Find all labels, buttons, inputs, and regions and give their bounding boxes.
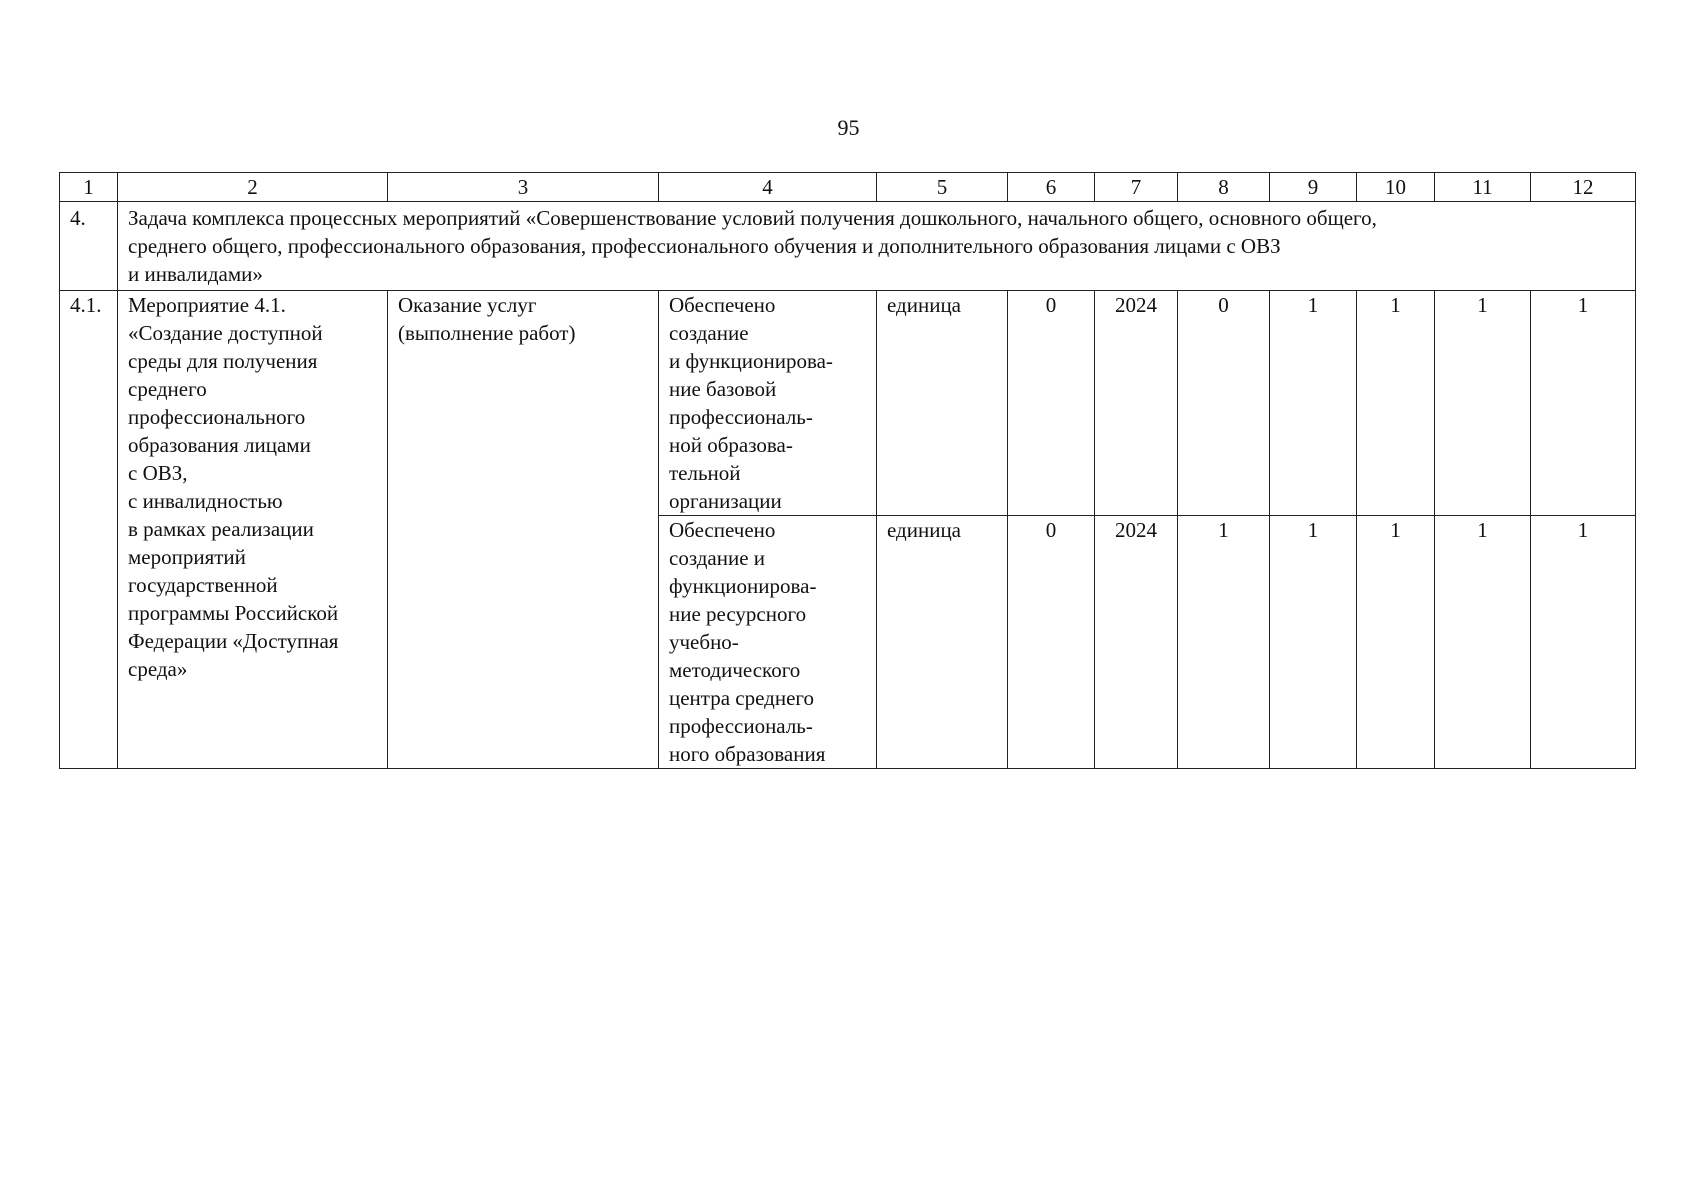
result-1-value-col12: 1	[1531, 291, 1636, 516]
page-number: 95	[837, 115, 860, 140]
header-row	[60, 173, 1636, 202]
result-2-value-col9: 1	[1270, 516, 1357, 769]
result-2-unit: единица	[877, 516, 1008, 769]
result-1-base-year: 2024	[1095, 291, 1178, 516]
result-1-value-col11: 1	[1435, 291, 1531, 516]
result-1-unit: единица	[877, 291, 1008, 516]
header-cell-6: 6	[1008, 173, 1095, 202]
header-cell-1: 1	[60, 173, 118, 202]
header-cell-3: 3	[388, 173, 659, 202]
measure-type: Оказание услуг (выполнение работ)	[388, 291, 659, 769]
result-1-value-col9: 1	[1270, 291, 1357, 516]
indicators-table	[59, 172, 1636, 769]
result-1-description: Обеспечено создание и функционирова- ние базовой профессиональ- ной образова- тельной организации	[659, 291, 877, 516]
measure-name: Мероприятие 4.1. «Создание доступной среды для получения среднего профессионального образования лицами с ОВЗ, с инвалидностью в рамках реализации мероприятий государственной программы Российской Федерации «Доступная среда»	[118, 291, 388, 769]
header-cell-4: 4	[659, 173, 877, 202]
header-cell-2: 2	[118, 173, 388, 202]
result-2-value-col10: 1	[1357, 516, 1435, 769]
result-2-value-col8: 1	[1178, 516, 1270, 769]
result-2-base-year: 2024	[1095, 516, 1178, 769]
result-2-base-value: 0	[1008, 516, 1095, 769]
result-2-description: Обеспечено создание и функционирова- ние ресурсного учебно- методического центра среднего профессиональ- ного образования	[659, 516, 877, 769]
header-cell-10: 10	[1357, 173, 1435, 202]
header-cell-5: 5	[877, 173, 1008, 202]
result-1-value-col10: 1	[1357, 291, 1435, 516]
task-row	[60, 202, 1636, 291]
measure-row-1	[60, 291, 1636, 516]
header-cell-12: 12	[1531, 173, 1636, 202]
header-cell-11: 11	[1435, 173, 1531, 202]
result-2-value-col11: 1	[1435, 516, 1531, 769]
header-cell-7: 7	[1095, 173, 1178, 202]
result-1-value-col8: 0	[1178, 291, 1270, 516]
result-2-value-col12: 1	[1531, 516, 1636, 769]
task-number: 4.	[60, 202, 118, 291]
result-1-base-value: 0	[1008, 291, 1095, 516]
header-cell-9: 9	[1270, 173, 1357, 202]
task-text: Задача комплекса процессных мероприятий «Совершенствование условий получения дошкольного, начального общего, основного общего, среднего общего, профессионального образования, профессионального обучения и дополнительного образования лицами с ОВЗ и инвалидами»	[118, 202, 1636, 291]
measure-number: 4.1.	[60, 291, 118, 769]
header-cell-8: 8	[1178, 173, 1270, 202]
